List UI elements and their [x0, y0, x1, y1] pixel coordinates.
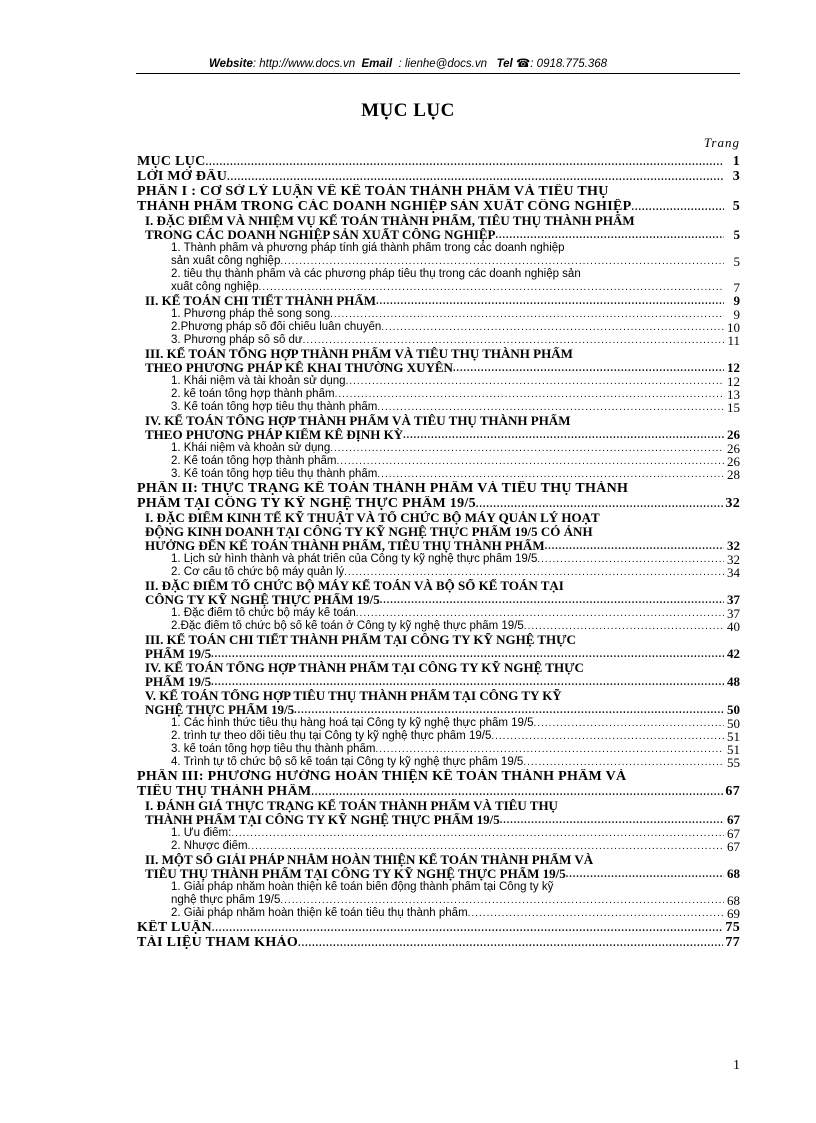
toc-entry[interactable]	[137, 242, 740, 268]
toc-entry-page: 67	[727, 813, 740, 827]
toc-entry-line: PHẦN III: PHƯƠNG HƯỚNG HOÀN THIỆN KẾ TOÁN THÀNH PHẨM VÀ	[137, 769, 627, 784]
toc-entry-page: 68	[727, 867, 740, 881]
dot-leader	[248, 840, 724, 853]
toc-entry[interactable]	[137, 840, 740, 853]
dot-leader	[523, 756, 724, 769]
dot-leader	[298, 937, 723, 950]
toc-entry[interactable]	[137, 388, 740, 401]
toc-entry-line: PHẦN I : CƠ SỞ LÝ LUẬN VỀ KẾ TOÁN THÀNH PHẨM VÀ TIÊU THỤ	[137, 184, 609, 199]
toc-entry-page: 12	[727, 375, 740, 388]
dot-leader	[380, 594, 724, 607]
toc-entry-label: 2. kế toán tổng hợp thành phẩm	[171, 388, 335, 400]
toc-entry[interactable]	[137, 881, 740, 907]
toc-entry[interactable]	[137, 214, 740, 242]
toc-entry-label: 2. Nhược điểm	[171, 840, 248, 852]
toc-entry-label: THÀNH PHẨM TẠI CÔNG TY KỸ NGHỆ THỰC PHẨM 19/5	[145, 813, 500, 827]
toc-entry-page: 9	[733, 308, 740, 321]
dot-leader	[381, 321, 724, 334]
toc-entry-label: TIÊU THỤ THÀNH PHẨM TẠI CÔNG TY KỸ NGHỆ THỰC PHẨM 19/5	[145, 867, 566, 881]
toc-entry-label: TÀI LIỆU THAM KHẢO	[137, 935, 299, 950]
toc-entry-line: 1. Giải pháp nhằm hoàn thiện kế toán biến động thành phẩm tại Công ty kỹ	[171, 881, 554, 893]
dot-leader	[534, 717, 724, 730]
toc-entry-label: 2. Kế toán tổng hợp thành phẩm	[171, 455, 337, 467]
toc-entry[interactable]	[137, 184, 740, 214]
toc-entry-page: 3	[732, 169, 740, 184]
toc-entry[interactable]	[137, 756, 740, 769]
toc-entry-label: HƯỞNG ĐẾN KẾ TOÁN THÀNH PHẨM, TIÊU THỤ THÀNH PHẨM	[145, 539, 545, 553]
dot-leader	[468, 907, 724, 920]
toc-entry[interactable]	[137, 907, 740, 920]
toc-entry-line: III. KẾ TOÁN CHI TIẾT THÀNH PHẨM TẠI CÔNG TY KỸ NGHỆ THỰC	[145, 633, 576, 647]
toc-entry[interactable]	[137, 769, 740, 799]
toc-entry-line: ĐỘNG KINH DOANH TẠI CÔNG TY KỸ NGHỆ THỰC PHẨM 19/5 CÓ ẢNH	[145, 525, 593, 539]
phone-icon: ☎	[515, 58, 531, 70]
dot-leader	[566, 868, 724, 881]
toc-entry[interactable]	[137, 414, 740, 442]
toc-entry[interactable]	[137, 334, 740, 347]
toc-entry-label: 1. Đặc điểm tổ chức bộ máy kế toán	[171, 607, 356, 619]
toc-entry-page: 15	[727, 401, 740, 414]
toc-entry[interactable]	[137, 633, 740, 661]
dot-leader	[227, 171, 724, 184]
toc-entry[interactable]	[137, 935, 740, 950]
dot-leader	[377, 401, 724, 414]
toc-entry-label: KẾT LUẬN	[137, 920, 212, 935]
toc-entry-page: 1	[732, 154, 740, 169]
dot-leader	[231, 827, 724, 840]
dot-leader	[330, 308, 724, 321]
toc-entry[interactable]	[137, 566, 740, 579]
email-address: : lienhe@docs.vn	[398, 58, 487, 70]
toc-entry[interactable]	[137, 401, 740, 414]
toc-entry-line: I. ĐẶC ĐIỂM KINH TẾ KỸ THUẬT VÀ TỔ CHỨC BỘ MÁY QUẢN LÝ HOẠT	[145, 511, 600, 525]
toc-entry[interactable]	[137, 827, 740, 840]
toc-entry-label: THEO PHƯƠNG PHÁP KÊ KHAI THƯỜNG XUYÊN	[145, 361, 453, 375]
dot-leader	[537, 553, 724, 566]
toc-entry-line: I. ĐẶC ĐIỂM VÀ NHIỆM VỤ KẾ TOÁN THÀNH PHẨM, TIÊU THỤ THÀNH PHẨM	[145, 214, 635, 228]
toc-entry[interactable]	[137, 853, 740, 881]
toc-entry-line: II. MỘT SỐ GIẢI PHÁP NHẰM HOÀN THIỆN KẾ TOÁN THÀNH PHẨM VÀ	[145, 853, 594, 867]
toc-entry-label: 2. trình tự theo dõi tiêu thụ tại Công ty kỹ nghệ thực phẩm 19/5	[171, 730, 492, 742]
tel-label: Tel	[496, 58, 513, 70]
toc-entry-label: 1. Khái niệm và khoản sử dụng	[171, 442, 331, 454]
toc-entry-page: 13	[727, 388, 740, 401]
toc-entry[interactable]	[137, 455, 740, 468]
dot-leader	[403, 429, 724, 442]
dot-leader	[206, 156, 724, 169]
dot-leader	[346, 375, 724, 388]
toc-entry-page: 50	[727, 703, 740, 717]
toc-entry-page: 50	[727, 717, 740, 730]
toc-entry-page: 34	[727, 566, 740, 579]
dot-leader	[495, 229, 724, 242]
dot-leader	[476, 498, 723, 511]
toc-entry[interactable]	[137, 468, 740, 481]
toc-entry[interactable]	[137, 154, 740, 169]
toc-entry-page: 67	[727, 827, 740, 840]
toc-entry-page: 10	[727, 321, 740, 334]
toc-entry-line: 2. tiêu thụ thành phẩm và các phương pháp tiêu thụ trong các doanh nghiệp sản	[171, 268, 581, 280]
dot-leader	[280, 255, 724, 268]
toc-entry[interactable]	[137, 169, 740, 184]
dot-leader	[376, 295, 724, 308]
toc-entry-line: I. ĐÁNH GIÁ THỰC TRẠNG KẾ TOÁN THÀNH PHẨM VÀ TIÊU THỤ	[145, 799, 558, 813]
toc-entry-page: 26	[727, 428, 740, 442]
dot-leader	[294, 704, 724, 717]
dot-leader	[303, 334, 724, 347]
toc-entry[interactable]	[137, 607, 740, 620]
toc-entry[interactable]	[137, 481, 740, 511]
toc-entry-label: 4. Trình tự tổ chức bộ sổ kế toán tại Công ty kỹ nghệ thực phẩm 19/5	[171, 756, 524, 768]
toc-entry-label: xuất công nghiệp	[171, 281, 259, 293]
toc-entry-page: 32	[725, 496, 740, 511]
toc-entry[interactable]	[137, 375, 740, 388]
toc-entry-page: 9	[733, 294, 740, 308]
toc-entry[interactable]	[137, 743, 740, 756]
toc-entry-label: MỤC LỤC	[137, 154, 206, 169]
page-title: MỤC LỤC	[361, 100, 455, 121]
toc-entry-label: TRONG CÁC DOANH NGHIỆP SẢN XUẤT CÔNG NGHIỆP	[145, 228, 496, 242]
website-url: : http://www.docs.vn	[252, 58, 356, 70]
table-of-contents	[137, 154, 740, 950]
toc-entry-label: 2.Phương pháp sổ đối chiếu luân chuyển	[171, 321, 382, 333]
toc-entry-page: 48	[727, 675, 740, 689]
toc-entry[interactable]	[137, 321, 740, 334]
dot-leader	[344, 566, 724, 579]
toc-entry[interactable]	[137, 620, 740, 633]
page-header	[0, 56, 816, 70]
toc-entry[interactable]	[137, 661, 740, 689]
dot-leader	[211, 648, 724, 661]
toc-entry-label: 2. Cơ cấu tổ chức bộ máy quản lý	[171, 566, 345, 578]
toc-entry[interactable]	[137, 553, 740, 566]
toc-entry-page: 77	[725, 935, 740, 950]
toc-entry-page: 26	[727, 455, 740, 468]
dot-leader	[491, 730, 724, 743]
email-label: Email	[361, 58, 393, 70]
toc-entry-label: 3. kế toán tổng hợp tiêu thụ thành phẩm	[171, 743, 376, 755]
toc-entry-page: 37	[727, 607, 740, 620]
toc-entry-label: TIÊU THỤ THÀNH PHẨM	[137, 784, 312, 799]
toc-entry[interactable]	[137, 579, 740, 607]
toc-entry-label: 2.Đặc điểm tổ chức bộ sổ kế toán ở Công ty kỹ nghệ thực phẩm 19/5	[171, 620, 524, 632]
toc-entry-label: 1. Phương pháp thẻ song song	[171, 308, 331, 320]
toc-entry-page: 5	[732, 199, 740, 214]
toc-entry-label: CÔNG TY KỸ NGHỆ THỰC PHẨM 19/5	[145, 593, 380, 607]
toc-entry-page: 7	[733, 281, 740, 294]
dot-leader	[545, 540, 724, 553]
toc-entry-label: 1. Lịch sử hình thành và phát triển của Công ty kỹ nghệ thực phẩm 19/5	[171, 553, 538, 565]
page-number: 1	[733, 1058, 740, 1073]
toc-entry-label: LỜI MỞ ĐẦU	[137, 169, 228, 184]
toc-entry-page: 68	[727, 894, 740, 907]
dot-leader	[335, 388, 724, 401]
dot-leader	[311, 786, 723, 799]
toc-entry-page: 42	[727, 647, 740, 661]
dot-leader	[212, 922, 724, 935]
toc-entry[interactable]	[137, 799, 740, 827]
dot-leader	[375, 743, 724, 756]
toc-entry-page: 5	[733, 255, 740, 268]
toc-entry-label: sản xuất công nghiệp	[171, 255, 281, 267]
toc-entry-page: 67	[725, 784, 740, 799]
toc-entry-page: 32	[727, 553, 740, 566]
toc-entry[interactable]	[137, 268, 740, 294]
toc-entry-line: V. KẾ TOÁN TỔNG HỢP TIÊU THỤ THÀNH PHẨM TẠI CÔNG TY KỸ	[145, 689, 562, 703]
toc-entry-line: III. KẾ TOÁN TỔNG HỢP THÀNH PHẨM VÀ TIÊU THỤ THÀNH PHẨM	[145, 347, 573, 361]
toc-entry[interactable]	[137, 920, 740, 935]
tel-number: : 0918.775.368	[530, 58, 608, 70]
toc-entry-page: 26	[727, 442, 740, 455]
toc-entry-label: 2. Giải pháp nhằm hoàn thiện kế toán tiêu thụ thành phẩm	[171, 907, 468, 919]
toc-entry-page: 67	[727, 840, 740, 853]
toc-entry-line: PHẦN II: THỰC TRẠNG KẾ TOÁN THÀNH PHẨM VÀ TIÊU THỤ THÀNH	[137, 481, 629, 496]
toc-entry-page: 11	[727, 334, 740, 347]
header-rule	[136, 73, 740, 74]
toc-entry-label: nghệ thực phẩm 19/5	[171, 894, 281, 906]
toc-entry-label: PHẨM 19/5	[145, 675, 212, 689]
toc-entry[interactable]	[137, 308, 740, 321]
toc-entry-label: THEO PHƯƠNG PHÁP KIỂM KÊ ĐỊNH KỲ	[145, 428, 404, 442]
dot-leader	[377, 468, 724, 481]
dot-leader	[500, 814, 724, 827]
toc-entry-label: 3. Kế toán tổng hợp tiêu thụ thành phẩm	[171, 468, 378, 480]
toc-entry-label: 3. Phương pháp sổ số dư	[171, 334, 303, 346]
toc-entry-label: NGHỆ THỰC PHẨM 19/5	[145, 703, 295, 717]
toc-entry-label: 1. Ưu điểm:	[171, 827, 232, 839]
dot-leader	[330, 442, 724, 455]
toc-entry-page: 12	[727, 361, 740, 375]
toc-entry[interactable]	[137, 717, 740, 730]
page-column-label: Trang	[703, 135, 740, 150]
dot-leader	[524, 620, 724, 633]
toc-entry-label: II. KẾ TOÁN CHI TIẾT THÀNH PHẨM	[145, 294, 377, 308]
toc-entry-page: 75	[725, 920, 740, 935]
toc-entry-page: 32	[727, 539, 740, 553]
toc-entry-line: 1. Thành phẩm và phương pháp tính giá thành phẩm trong các doanh nghiệp	[171, 242, 565, 254]
toc-entry[interactable]	[137, 347, 740, 375]
toc-entry-line: II. ĐẶC ĐIỂM TỔ CHỨC BỘ MÁY KẾ TOÁN VÀ BỘ SỐ KẾ TOÁN TẠI	[145, 579, 564, 593]
dot-leader	[356, 607, 724, 620]
toc-entry-label: 1. Khái niệm và tài khoản sử dụng	[171, 375, 346, 387]
toc-entry[interactable]	[137, 442, 740, 455]
toc-entry[interactable]	[137, 730, 740, 743]
toc-entry-label: PHẨM 19/5	[145, 647, 212, 661]
toc-entry[interactable]	[137, 689, 740, 717]
toc-entry-page: 51	[727, 743, 740, 756]
dot-leader	[631, 201, 724, 214]
dot-leader	[211, 676, 724, 689]
dot-leader	[336, 455, 724, 468]
dot-leader	[259, 281, 724, 294]
toc-entry-page: 37	[727, 593, 740, 607]
toc-entry[interactable]	[137, 294, 740, 308]
dot-leader	[280, 894, 724, 907]
dot-leader	[453, 362, 724, 375]
toc-entry-page: 28	[727, 468, 740, 481]
toc-entry-page: 40	[727, 620, 740, 633]
toc-entry-label: THÀNH PHẨM TRONG CÁC DOANH NGHIỆP SẢN XUẤT CÔNG NGHIỆP	[137, 199, 632, 214]
toc-entry-label: 3. Kế toán tổng hợp tiêu thụ thành phẩm	[171, 401, 378, 413]
website-label: Website	[208, 58, 253, 70]
toc-entry-page: 51	[727, 730, 740, 743]
toc-entry-page: 55	[727, 756, 740, 769]
toc-entry-label: PHẨM TẠI CÔNG TY KỸ NGHỆ THỰC PHẨM 19/5	[137, 496, 476, 511]
toc-entry-page: 5	[733, 228, 740, 242]
toc-entry[interactable]	[137, 511, 740, 553]
toc-entry-line: IV. KẾ TOÁN TỔNG HỢP THÀNH PHẨM TẠI CÔNG TY KỸ NGHỆ THỰC	[145, 661, 584, 675]
toc-entry-line: IV. KẾ TOÁN TỔNG HỢP THÀNH PHẨM VÀ TIÊU THỤ THÀNH PHẨM	[145, 414, 571, 428]
toc-entry-page: 69	[727, 907, 740, 920]
toc-entry-label: 1. Các hình thức tiêu thụ hàng hoá tại Công ty kỹ nghệ thực phẩm 19/5	[171, 717, 534, 729]
